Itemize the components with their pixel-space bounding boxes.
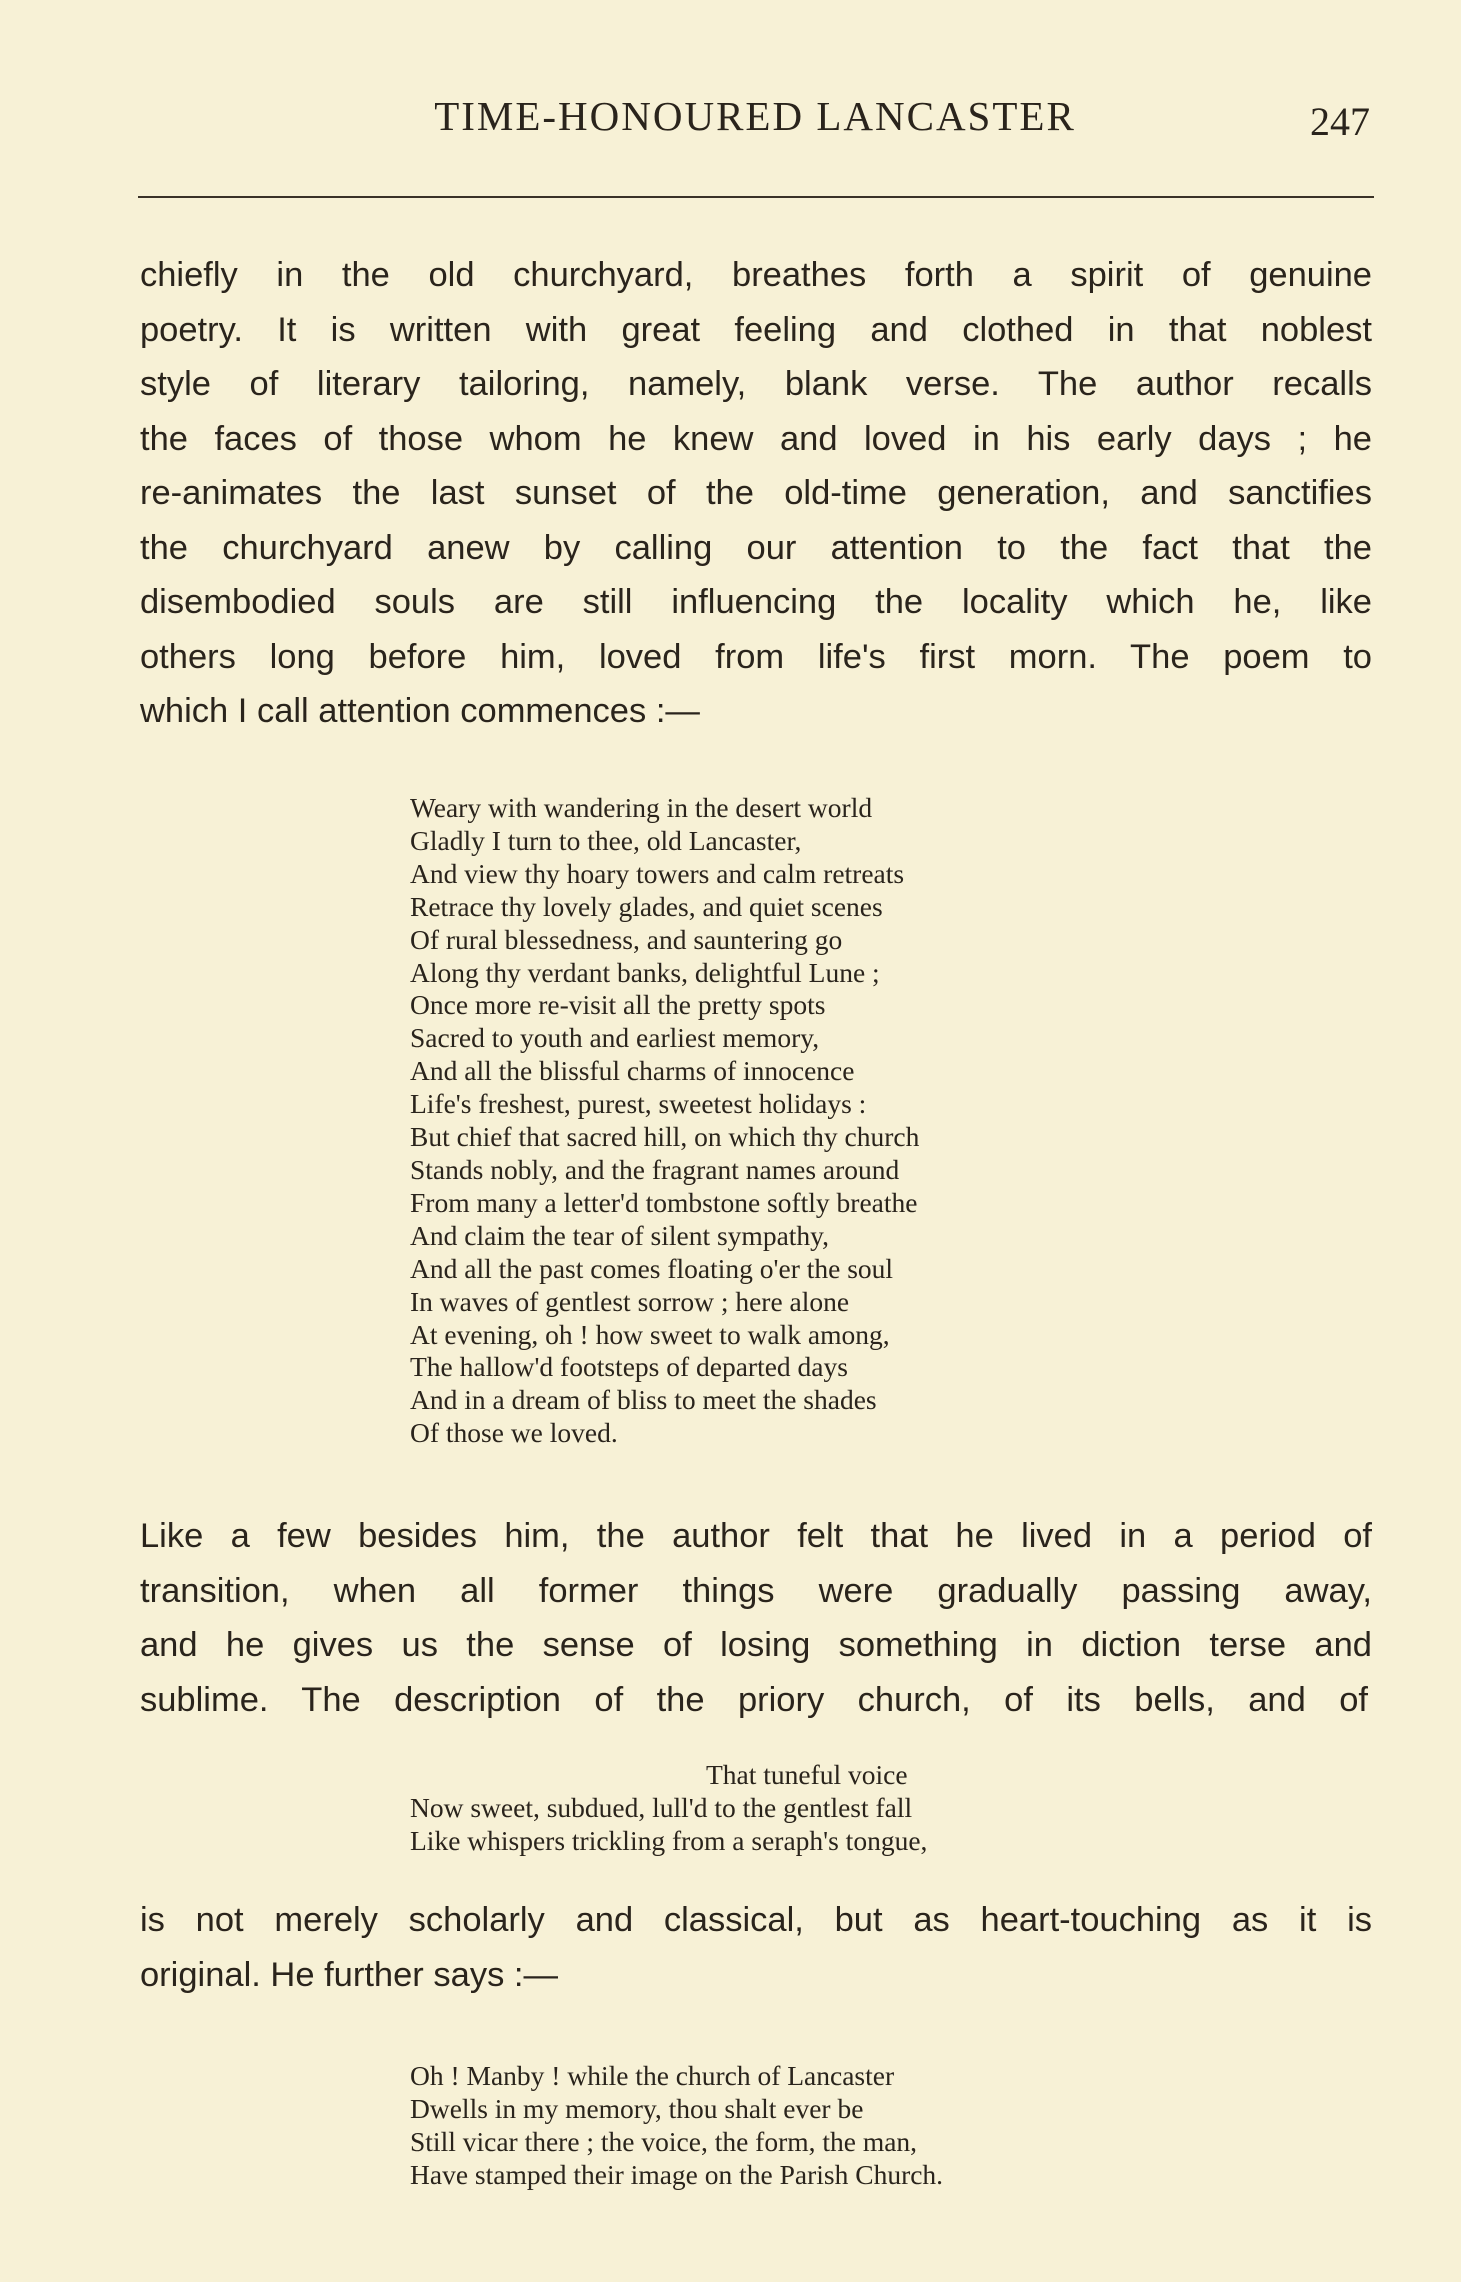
verse-line: Stands nobly, and the fragrant names around — [410, 1153, 900, 1185]
verse-line: Gladly I turn to thee, old Lancaster, — [410, 824, 802, 856]
poem-1 — [410, 792, 919, 1450]
verse-line: The hallow'd footsteps of departed days — [410, 1351, 848, 1383]
paragraph-2 — [140, 1509, 1372, 1727]
verse-line: Sacred to youth and earliest memory, — [410, 1022, 820, 1054]
poem-3 — [410, 2060, 943, 2192]
running-title: TIME-HONOURED LANCASTER — [434, 93, 1076, 139]
verse-line: And claim the tear of silent sympathy, — [410, 1219, 830, 1251]
running-head — [140, 92, 1370, 142]
verse-line: Of those we loved. — [410, 1417, 618, 1449]
verse-line: And view thy hoary towers and calm retreats — [410, 857, 905, 889]
poem-2 — [410, 1759, 927, 1858]
verse-line: At evening, oh ! how sweet to walk among, — [410, 1318, 890, 1350]
header-rule — [138, 196, 1374, 198]
page-number: 247 — [1310, 99, 1370, 144]
verse-line: And all the past comes floating o'er the soul — [410, 1252, 894, 1284]
paragraph-line: transition, when all former things were gradually passing away, — [140, 1571, 1372, 1610]
paragraph-line: which I call attention commences :— — [140, 692, 700, 730]
verse-line: Life's freshest, purest, sweetest holidays : — [410, 1088, 867, 1120]
paragraph-line: re-animates the last sunset of the old-time generation, and sanctifies — [140, 474, 1372, 512]
paragraph-line: original. He further says :— — [140, 1955, 558, 1994]
paragraph-line: style of literary tailoring, namely, blank verse. The author recalls — [140, 365, 1372, 403]
paragraph-line: chiefly in the old churchyard, breathes forth a spirit of genuine — [140, 256, 1372, 294]
paragraph-line: Like a few besides him, the author felt that he lived in a period of — [140, 1517, 1372, 1555]
verse-line: In waves of gentlest sorrow ; here alone — [410, 1285, 850, 1317]
paragraph-line: is not merely scholarly and classical, but as heart-touching as it is — [140, 1901, 1372, 1939]
verse-line: But chief that sacred hill, on which thy church — [410, 1121, 920, 1153]
paragraph-3 — [140, 1893, 1372, 2002]
paragraph-line: and he gives us the sense of losing something in diction terse and — [140, 1626, 1372, 1664]
paragraph-line: poetry. It is written with great feeling and clothed in that noblest — [140, 310, 1372, 349]
verse-line: Weary with wandering in the desert world — [410, 792, 873, 823]
paragraph-1 — [140, 248, 1372, 739]
verse-line: Like whispers trickling from a seraph's tongue, — [410, 1824, 928, 1856]
verse-line: Dwells in my memory, thou shalt ever be — [410, 2092, 864, 2124]
verse-line: Still vicar there ; the voice, the form, the man, — [410, 2125, 918, 2157]
paragraph-line: the churchyard anew by calling our attention to the fact that the — [140, 528, 1372, 567]
verse-line: Retrace thy lovely glades, and quiet scenes — [410, 890, 883, 922]
verse-line: Have stamped their image on the Parish Church. — [410, 2158, 944, 2190]
paragraph-line: sublime. The description of the priory church, of its bells, and of — [140, 1680, 1368, 1719]
verse-line: Once more re-visit all the pretty spots — [410, 989, 826, 1021]
verse-line: And all the blissful charms of innocence — [410, 1055, 855, 1087]
verse-line: Now sweet, subdued, lull'd to the gentlest fall — [410, 1791, 913, 1823]
verse-line: Along thy verdant banks, delightful Lune ; — [410, 956, 880, 988]
paragraph-line: others long before him, loved from life's first morn. The poem to — [140, 637, 1372, 676]
verse-line: Of rural blessedness, and sauntering go — [410, 923, 843, 955]
verse-line: That tuneful voice — [706, 1759, 908, 1790]
paragraph-line: disembodied souls are still influencing the locality which he, like — [140, 583, 1372, 621]
verse-line: From many a letter'd tombstone softly breathe — [410, 1186, 918, 1218]
paragraph-line: the faces of those whom he knew and loved in his early days ; he — [140, 419, 1372, 458]
verse-line: Oh ! Manby ! while the church of Lancaster — [410, 2060, 895, 2091]
verse-line: And in a dream of bliss to meet the shades — [410, 1384, 877, 1416]
